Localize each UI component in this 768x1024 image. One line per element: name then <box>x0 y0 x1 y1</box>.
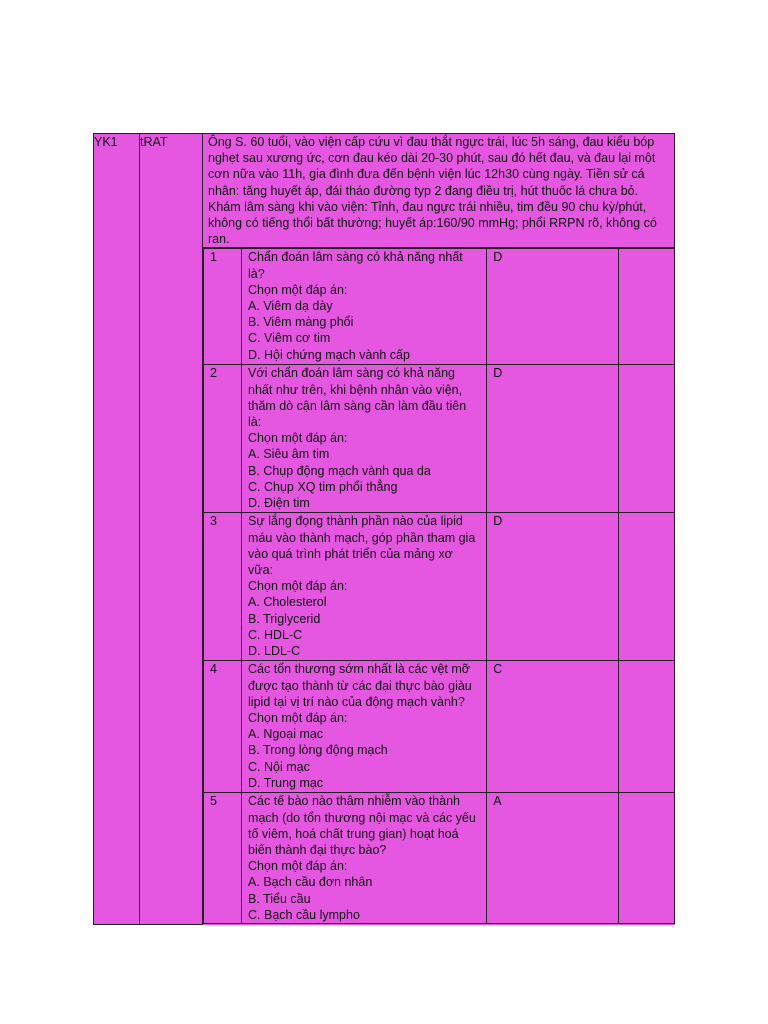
question-number: 5 <box>204 793 242 924</box>
question-body <box>242 793 487 924</box>
empty-cell <box>619 661 674 793</box>
option: C. Nội mạc <box>248 759 310 774</box>
question-number: 2 <box>204 365 242 513</box>
question-prompt: Chọn một đáp án: <box>248 579 348 594</box>
option: A. Viêm dạ dày <box>248 299 333 314</box>
question-body <box>242 513 487 661</box>
option: C. Viêm cơ tim <box>248 331 331 346</box>
row-type: tRAT <box>140 135 168 149</box>
question-stem: Sự lắng đọng thành phần nào của lipid máu vào thành mạch, góp phần tham gia vào quá trình phát triển của mảng xơ vữa: <box>248 514 476 578</box>
option: C. Bạch cầu lympho <box>248 907 360 922</box>
option: A. Ngoại mạc <box>248 727 324 742</box>
option: B. Tiểu cầu <box>248 891 311 906</box>
questions-cell <box>203 248 675 924</box>
option: D. Điện tim <box>248 496 310 511</box>
option: D. Hội chứng mạch vành cấp <box>248 347 410 362</box>
table-row <box>204 661 675 793</box>
question-stem: Chẩn đoán lâm sàng có khả năng nhất là? <box>248 250 463 281</box>
row-code-cell <box>94 134 140 925</box>
questions-table <box>203 248 675 924</box>
option: D. Trung mạc <box>248 775 324 790</box>
option: A. Bạch cầu đơn nhân <box>248 875 373 890</box>
option: B. Viêm màng phổi <box>248 315 354 330</box>
question-answer: D <box>487 365 619 513</box>
question-answer: D <box>487 513 619 661</box>
option: B. Chụp động mạch vành qua da <box>248 463 431 478</box>
question-answer: C <box>487 661 619 793</box>
question-stem: Với chẩn đoán lâm sàng có khả năng nhất như trên, khi bệnh nhân vào viện, thăm dò cận lâm sàng cần làm đầu tiên là: <box>248 366 467 430</box>
case-cell <box>203 134 675 248</box>
table-row <box>204 249 675 365</box>
question-prompt: Chọn một đáp án: <box>248 859 348 874</box>
option: B. Trong lòng động mạch <box>248 743 388 758</box>
question-table <box>93 133 675 925</box>
table-row <box>204 513 675 661</box>
option: A. Cholesterol <box>248 595 327 610</box>
row-code: YK1 <box>94 135 118 149</box>
empty-cell <box>619 793 674 924</box>
question-stem: Các tế bào nào thâm nhiễm vào thành mạch (do tổn thương nội mạc và các yếu tố viêm, hoá chất trung gian) hoạt hoá biến thành đại thực bào? <box>248 794 476 858</box>
option: D. LDL-C <box>248 644 301 659</box>
question-prompt: Chọn một đáp án: <box>248 282 348 297</box>
question-answer: A <box>487 793 619 924</box>
empty-cell <box>619 249 674 365</box>
option: B. Triglycerid <box>248 611 321 626</box>
question-body <box>242 249 487 365</box>
option: A. Siêu âm tim <box>248 447 330 462</box>
question-number: 1 <box>204 249 242 365</box>
option: C. HDL-C <box>248 627 303 642</box>
question-answer: D <box>487 249 619 365</box>
question-stem: Các tổn thương sớm nhất là các vệt mỡ được tạo thành từ các đại thực bào giàu lipid tại vị trí nào của động mạch vành? <box>248 662 472 709</box>
option: C. Chụp XQ tim phổi thẳng <box>248 479 398 494</box>
question-number: 3 <box>204 513 242 661</box>
table-row <box>204 793 675 924</box>
question-body <box>242 365 487 513</box>
question-number: 4 <box>204 661 242 793</box>
question-prompt: Chọn một đáp án: <box>248 711 348 726</box>
empty-cell <box>619 365 674 513</box>
table-row <box>204 365 675 513</box>
row-type-cell <box>140 134 203 925</box>
case-description: Ông S. 60 tuổi, vào viện cấp cứu vì đau thắt ngực trái, lúc 5h sáng, đau kiểu bóp nghẹt sau xương ức, cơn đau kéo dài 20-30 phút, sau đó hết đau, và đau lại một cơn nữa vào 11h, gia đình đưa đến bệnh viện lúc 12h30 cùng ngày. Tiền sử cá nhân: tăng huyết áp, đái tháo đường typ 2 đang điều trị, hút thuốc lá chưa bỏ. Khám lâm sàng khi vào viện: Tỉnh, đau ngực trái nhiều, tim đều 90 chu kỳ/phút, không có tiếng thổi bất thường; huyết áp:160/90 mmHg; phổi RRPN rõ, không có ran. <box>208 135 657 247</box>
empty-cell <box>619 513 674 661</box>
question-prompt: Chọn một đáp án: <box>248 431 348 446</box>
question-body <box>242 661 487 793</box>
